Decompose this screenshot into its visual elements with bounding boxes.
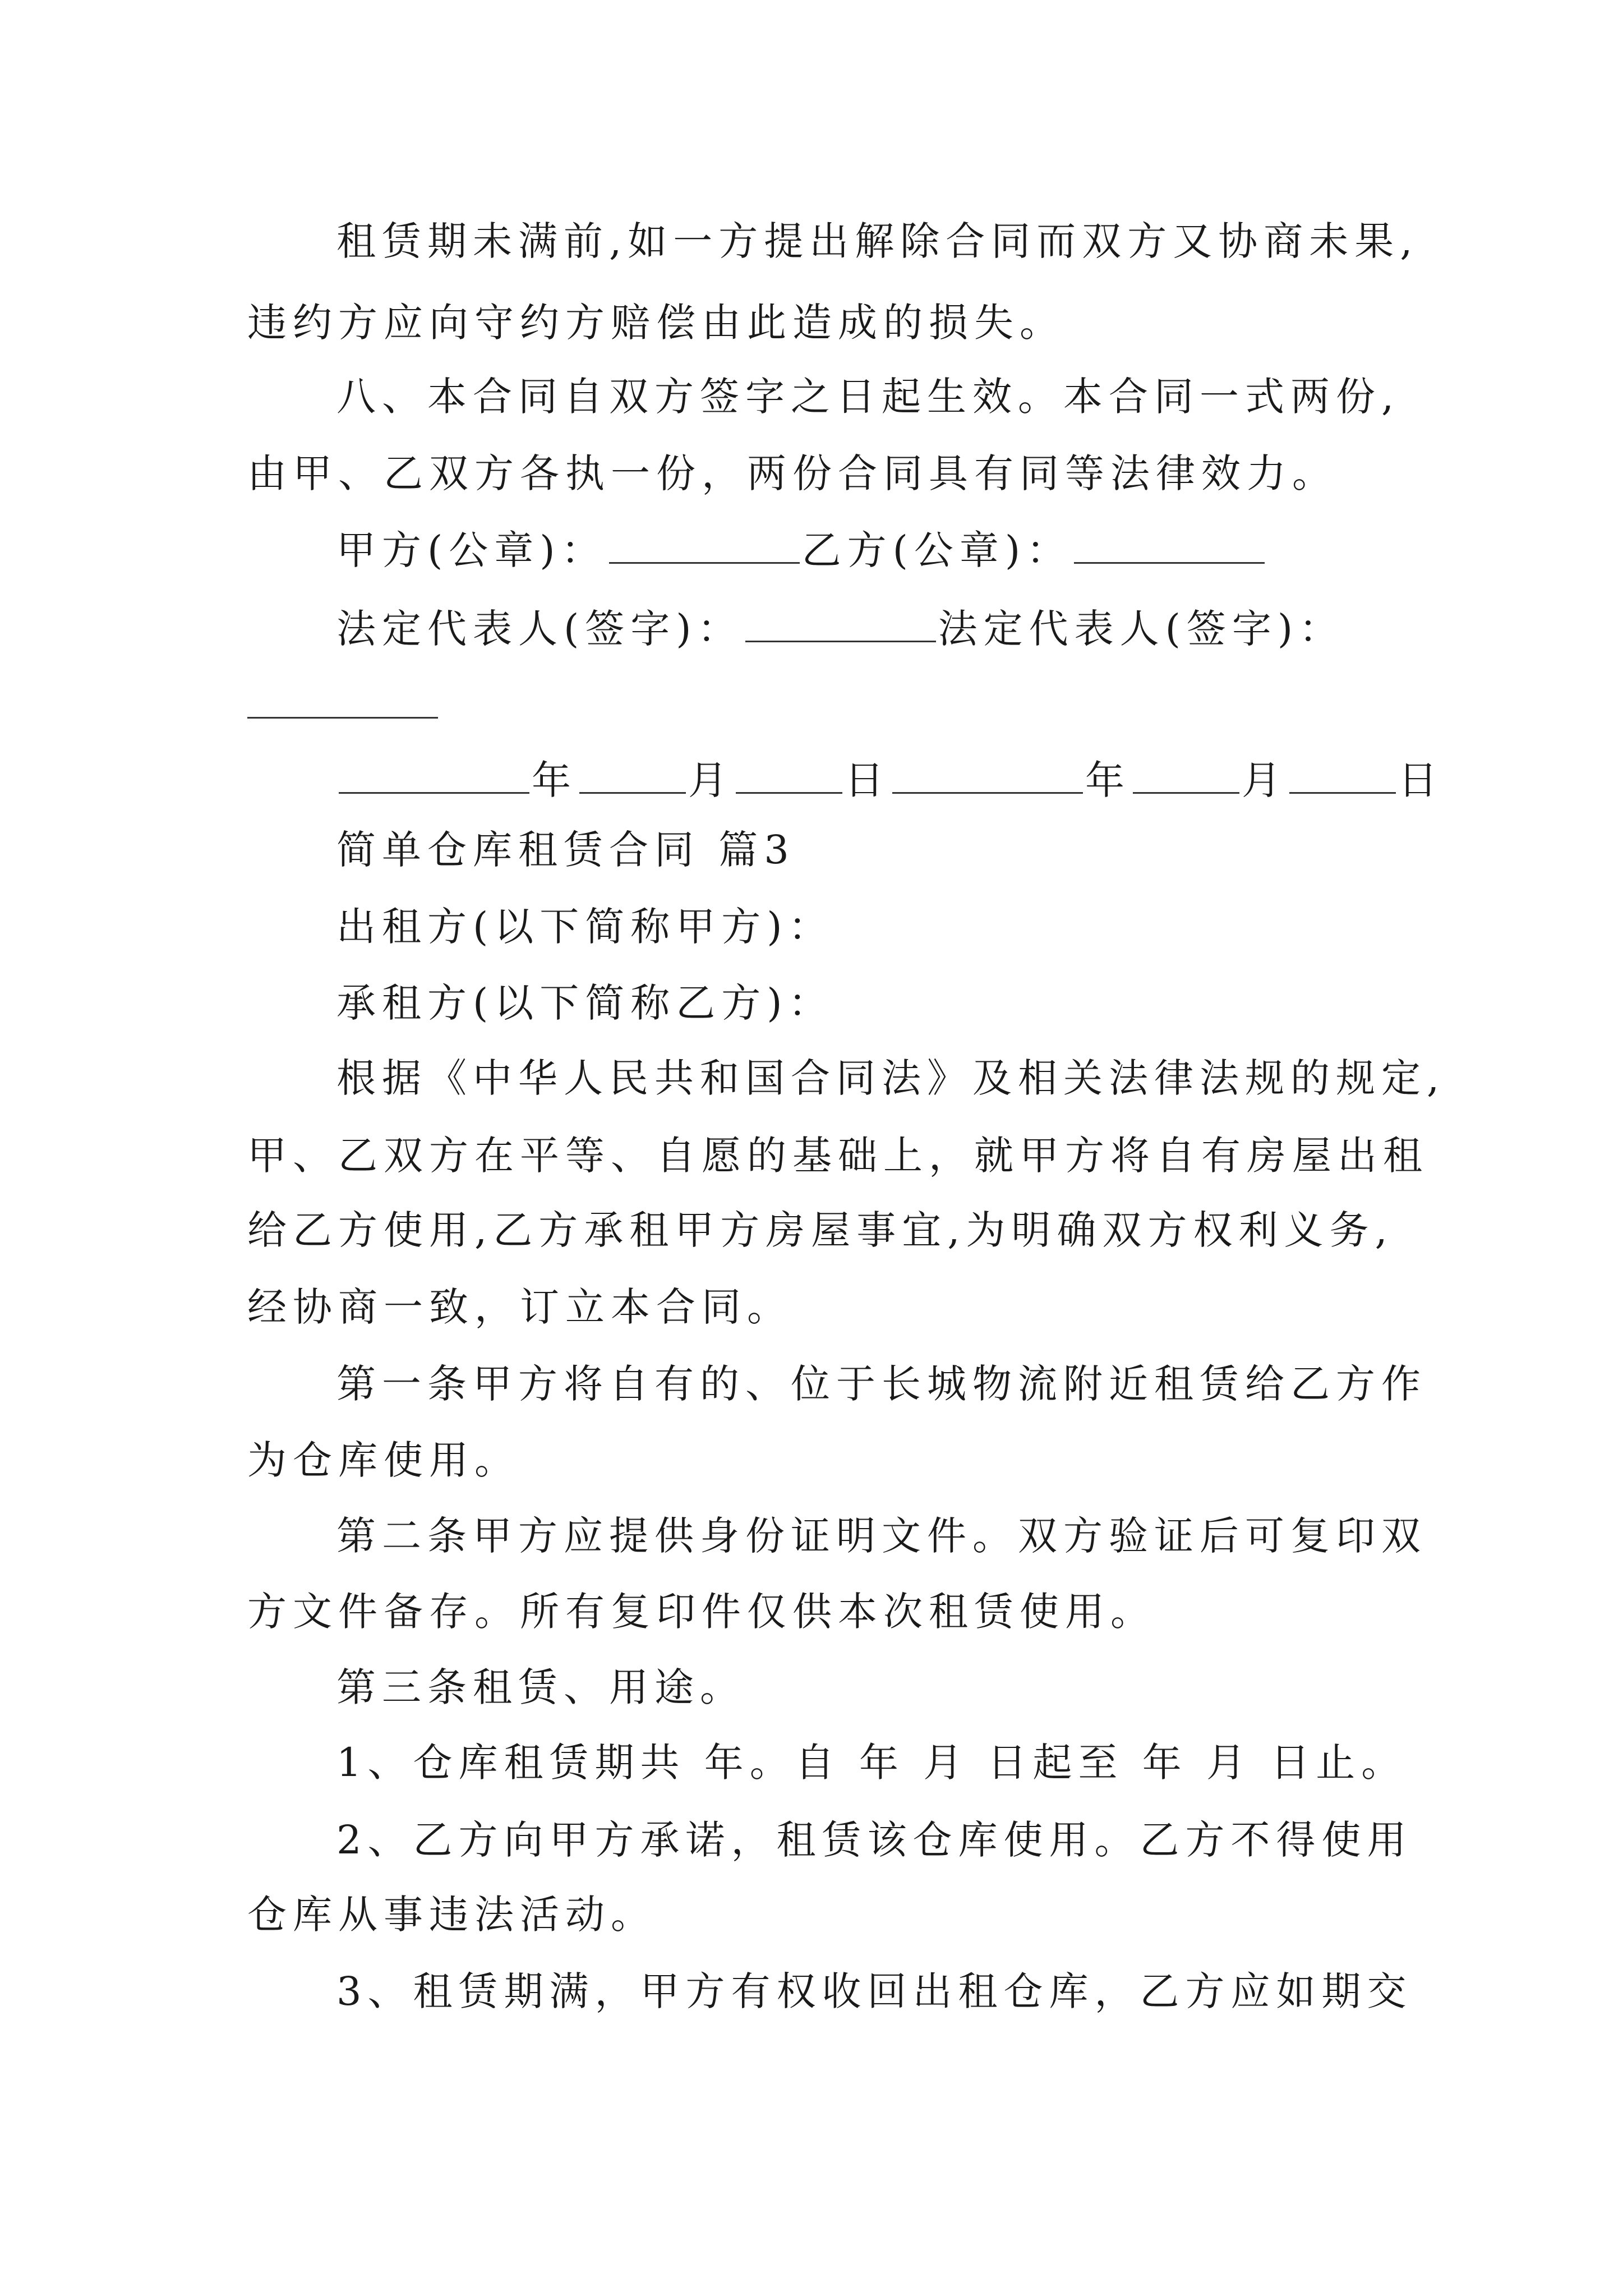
date-month-label: 月: [688, 757, 734, 803]
item-two-line: 2、乙方向甲方承诺，租赁该仓库使用。乙方不得使用: [336, 1817, 1413, 1863]
lessor-line: 出租方(以下简称甲方)：: [336, 904, 834, 950]
party-a-seal-blank: [609, 527, 800, 564]
date-day-blank: [1289, 757, 1396, 794]
signature-seal-line: [336, 527, 1267, 573]
date-month-blank: [579, 757, 686, 794]
party-b-rep-blank: [247, 717, 438, 719]
party-b-seal-label: 乙方(公章)：: [801, 527, 1072, 573]
clause-eight-line: 八、本合同自双方签字之日起生效。本合同一式两份,: [336, 374, 1400, 420]
paragraph-line: 方文件备存。所有复印件仅供本次租赁使用。: [247, 1589, 1156, 1635]
section-heading: 简单仓库租赁合同 篇3: [336, 827, 795, 873]
date-line: [336, 757, 1444, 803]
date-year-label: 年: [532, 757, 577, 803]
party-a-seal-label: 甲方(公章)：: [336, 527, 607, 573]
date-year-blank: [892, 757, 1083, 794]
paragraph-line: 由甲、乙双方各执一份，两份合同具有同等法律效力。: [247, 450, 1338, 496]
party-b-seal-blank: [1074, 527, 1265, 564]
paragraph-line: 仓库从事违法活动。: [247, 1892, 656, 1938]
date-month-label: 月: [1242, 757, 1287, 803]
paragraph-line: 甲、乙双方在平等、自愿的基础上，就甲方将自有房屋出租: [247, 1133, 1428, 1179]
article-one-line: 第一条甲方将自有的、位于长城物流附近租赁给乙方作: [336, 1361, 1427, 1407]
paragraph-line: 根据《中华人民共和国合同法》及相关法律法规的规定,: [336, 1055, 1446, 1101]
item-three-line: 3、租赁期满，甲方有权收回出租仓库，乙方应如期交: [336, 1968, 1413, 2014]
paragraph-line: 违约方应向守约方赔偿由此造成的损失。: [247, 300, 1065, 346]
article-two-line: 第二条甲方应提供身份证明文件。双方验证后可复印双: [336, 1513, 1427, 1559]
date-year-label: 年: [1085, 757, 1131, 803]
paragraph-line: 给乙方使用,乙方承租甲方房屋事宜,为明确双方权利义务,: [247, 1207, 1394, 1253]
paragraph-line: 为仓库使用。: [247, 1437, 520, 1483]
party-a-rep-blank: [745, 606, 936, 642]
date-day-label: 日: [845, 757, 890, 803]
date-day-blank: [736, 757, 842, 794]
date-month-blank: [1133, 757, 1239, 794]
lessee-line: 承租方(以下简称乙方)：: [336, 980, 834, 1026]
paragraph-line: 经协商一致，订立本合同。: [247, 1284, 792, 1330]
party-a-rep-label: 法定代表人(签字)：: [336, 606, 743, 652]
date-year-blank: [339, 757, 529, 794]
paragraph-line: 租赁期未满前,如一方提出解除合同而双方又协商未果,: [336, 218, 1419, 264]
article-three-line: 第三条租赁、用途。: [336, 1664, 745, 1710]
party-b-rep-label: 法定代表人(签字)：: [938, 606, 1345, 652]
signature-rep-line: [336, 606, 1345, 652]
date-day-label: 日: [1398, 757, 1444, 803]
item-one-line: 1、仓库租赁期共 年。自 年 月 日起至 年 月 日止。: [336, 1740, 1407, 1786]
